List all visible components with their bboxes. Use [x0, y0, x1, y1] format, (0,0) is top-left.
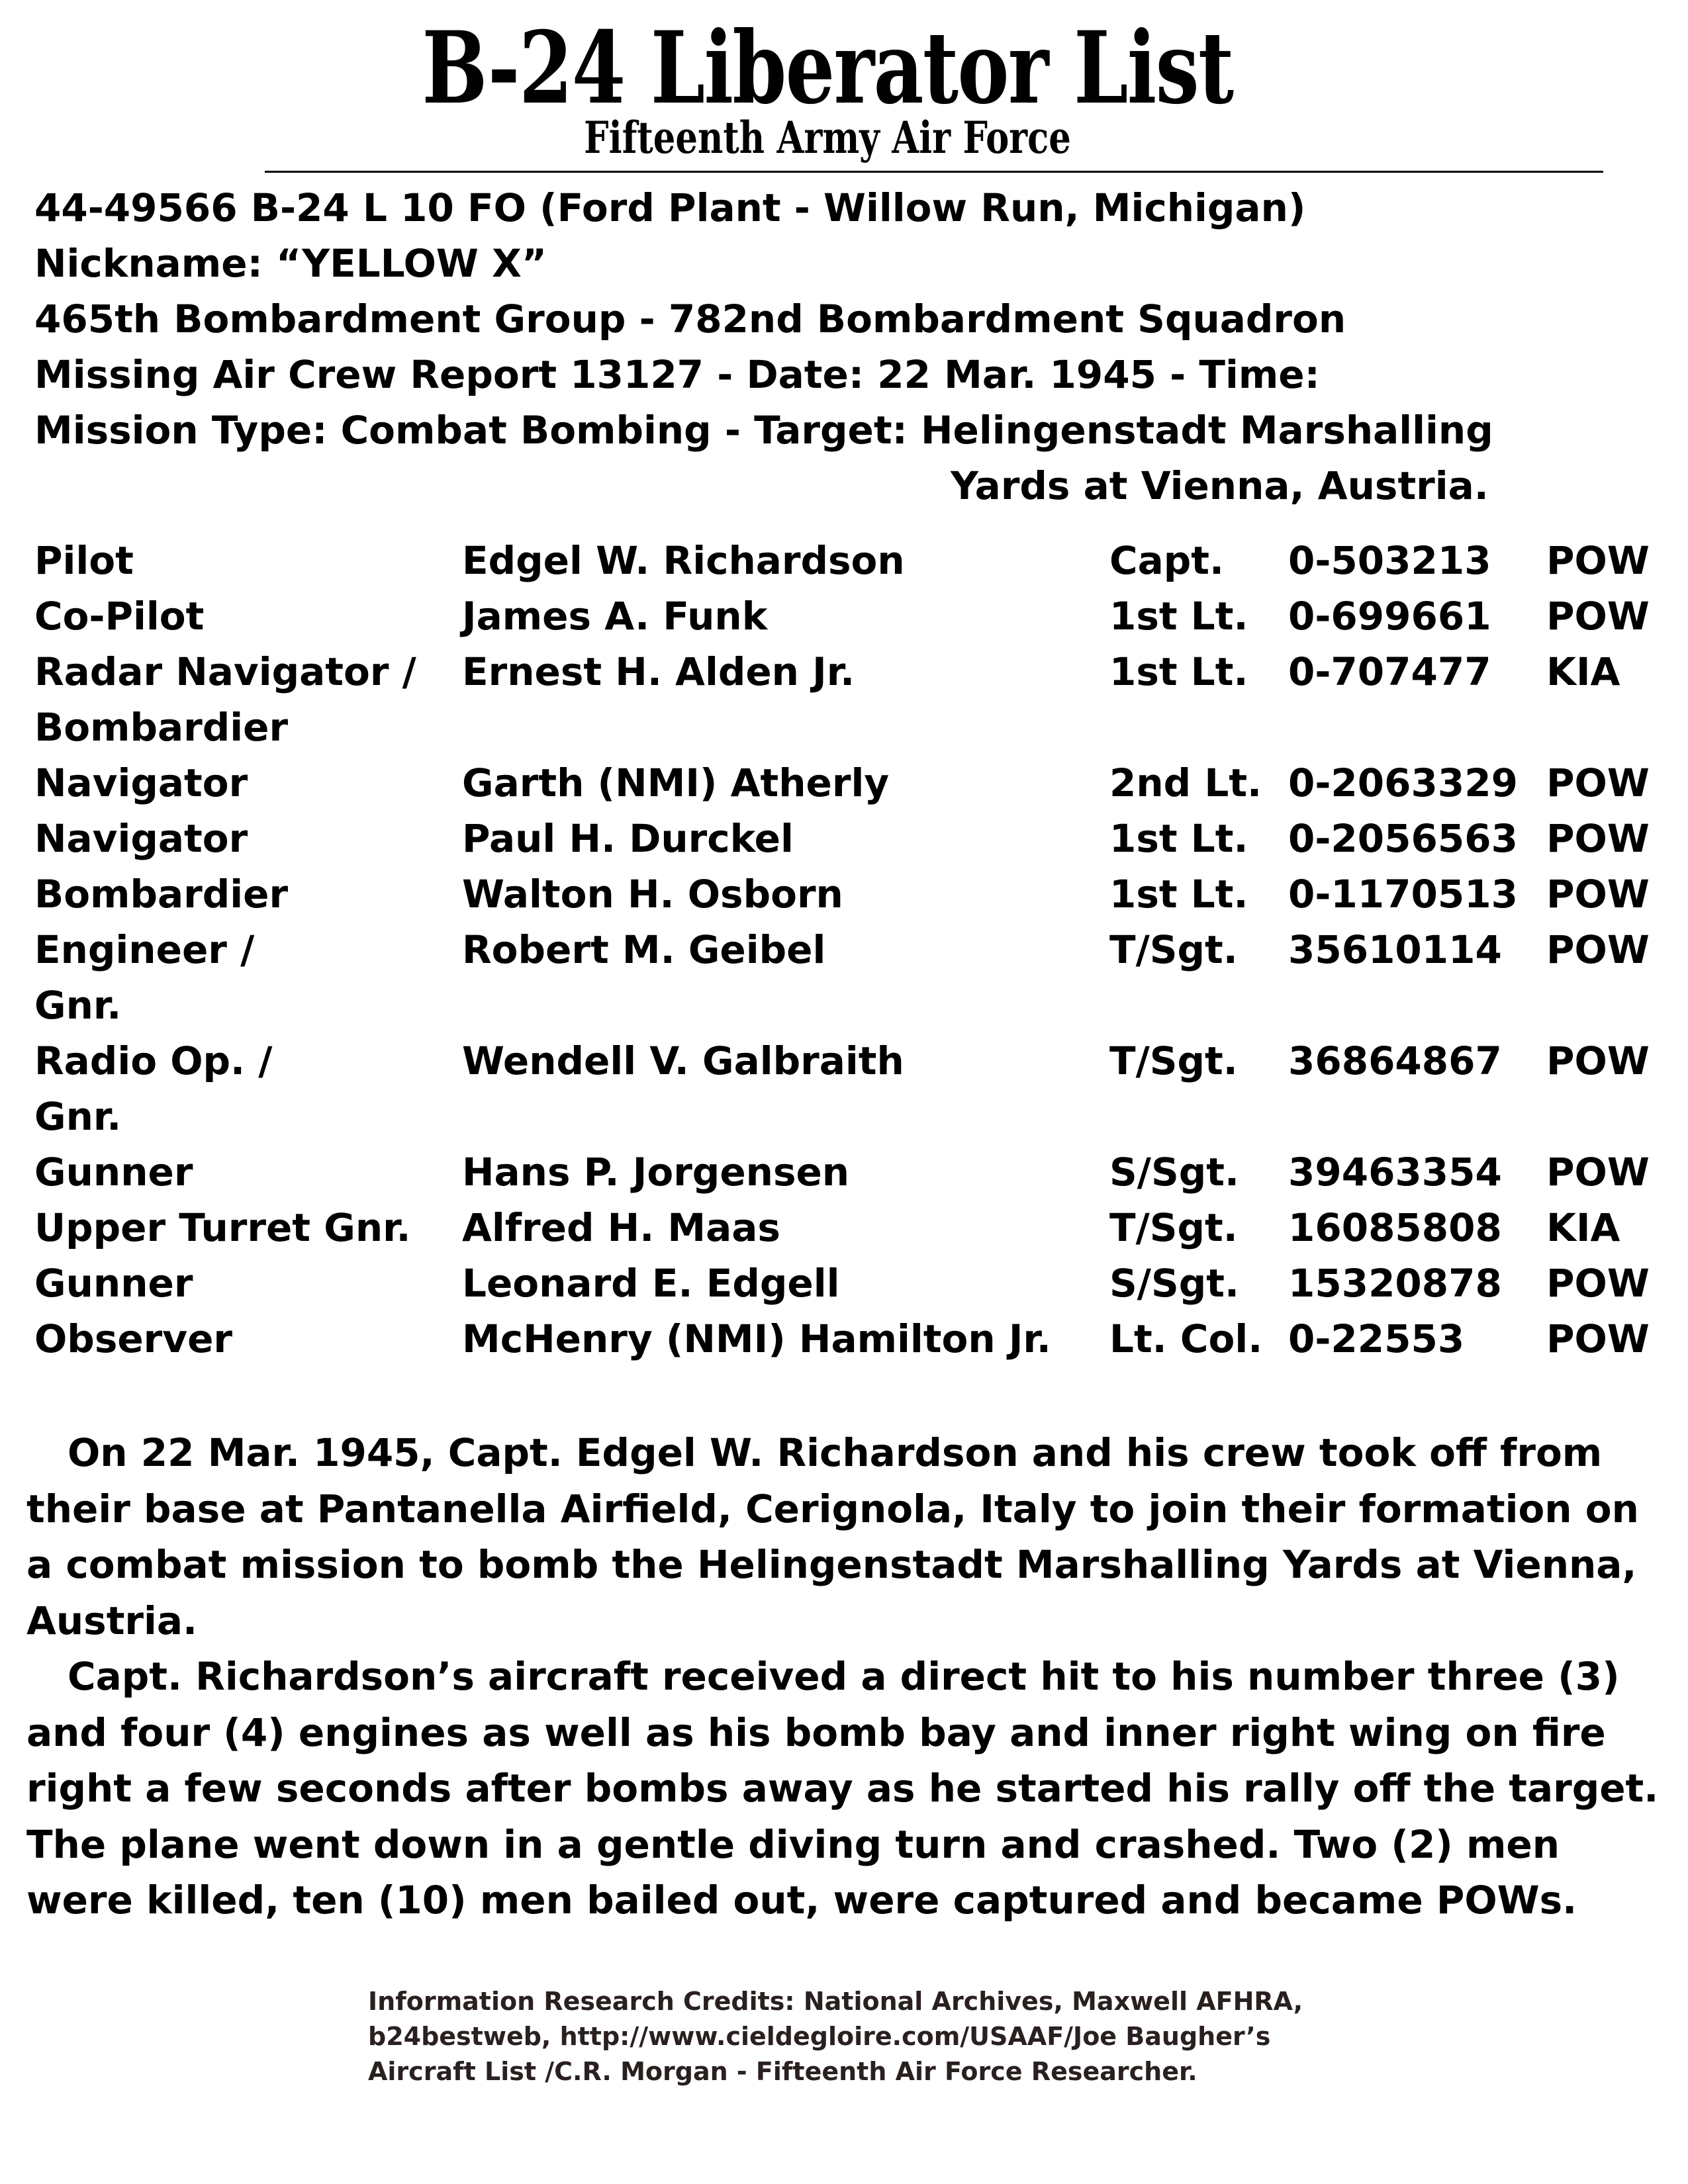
crew-rank: Capt.	[1109, 538, 1224, 583]
crew-rank: T/Sgt.	[1109, 927, 1238, 972]
crew-name: Alfred H. Maas	[462, 1205, 780, 1250]
crew-status: POW	[1546, 1150, 1650, 1195]
crew-position: Navigator	[34, 760, 248, 805]
crew-position: Gunner	[34, 1150, 193, 1195]
crew-serial: 39463354	[1288, 1150, 1502, 1195]
page-subtitle: Fifteenth Army Air Force	[584, 112, 1071, 163]
crew-position: Radio Op. / Gnr.	[34, 1038, 273, 1139]
crew-serial: 0-2056563	[1288, 816, 1518, 861]
crew-name: Paul H. Durckel	[462, 816, 794, 861]
crew-rank: Lt. Col.	[1109, 1316, 1263, 1361]
crew-position: Upper Turret Gnr.	[34, 1205, 411, 1250]
crew-name: McHenry (NMI) Hamilton Jr.	[462, 1316, 1051, 1361]
crew-status: POW	[1546, 816, 1650, 861]
crew-name: Wendell V. Galbraith	[462, 1038, 904, 1083]
crew-rank: 1st Lt.	[1109, 872, 1248, 917]
crew-position: Engineer / Gnr.	[34, 927, 255, 1028]
crew-status: POW	[1546, 538, 1650, 583]
crew-rank: T/Sgt.	[1109, 1038, 1238, 1083]
crew-name: Walton H. Osborn	[462, 872, 843, 917]
credits-line-2: b24bestweb, http://www.cieldegloire.com/USAAF/Joe Baugher’s	[368, 2022, 1271, 2051]
research-credits	[368, 1984, 1361, 2089]
crew-name: James A. Funk	[462, 594, 768, 639]
crew-name: Edgel W. Richardson	[462, 538, 905, 583]
crew-status: KIA	[1546, 649, 1620, 694]
crew-rank: 2nd Lt.	[1109, 760, 1262, 805]
crew-rank: 1st Lt.	[1109, 816, 1248, 861]
crew-status: POW	[1546, 594, 1650, 639]
bomb-group-line: 465th Bombardment Group - 782nd Bombardment Squadron	[34, 296, 1346, 341]
crew-status: POW	[1546, 1316, 1650, 1361]
crew-position: Pilot	[34, 538, 134, 583]
crew-status: POW	[1546, 1261, 1650, 1306]
crew-serial: 0-707477	[1288, 649, 1491, 694]
mission-line: Mission Type: Combat Bombing - Target: Helingenstadt Marshalling	[34, 408, 1493, 453]
credits-line-1: Information Research Credits: National Archives, Maxwell AFHRA,	[368, 1987, 1303, 2016]
crew-serial: 0-22553	[1288, 1316, 1465, 1361]
credits-line-3: Aircraft List /C.R. Morgan - Fifteenth Air Force Researcher.	[368, 2057, 1197, 2086]
crew-serial: 35610114	[1288, 927, 1502, 972]
crew-serial: 16085808	[1288, 1205, 1502, 1250]
crew-serial: 0-503213	[1288, 538, 1491, 583]
mission-line-continued: Yards at Vienna, Austria.	[951, 463, 1489, 508]
aircraft-nickname: Nickname: “YELLOW X”	[34, 241, 547, 286]
narrative	[26, 1425, 1668, 1929]
crew-position: Co-Pilot	[34, 594, 205, 639]
crew-status: POW	[1546, 872, 1650, 917]
crew-status: KIA	[1546, 1205, 1620, 1250]
crew-status: POW	[1546, 927, 1650, 972]
crew-rank: S/Sgt.	[1109, 1261, 1240, 1306]
crew-position: Radar Navigator / Bombardier	[34, 649, 416, 750]
crew-position: Observer	[34, 1316, 233, 1361]
crew-serial: 15320878	[1288, 1261, 1502, 1306]
crew-status: POW	[1546, 760, 1650, 805]
crew-rank: S/Sgt.	[1109, 1150, 1240, 1195]
narrative-paragraph-2: Capt. Richardson’s aircraft received a direct hit to his number three (3) and four (4) engines as well as his bomb bay and inner right wing on fire right a few seconds after bombs away as he started his rally off the target. The plane went down in a gentle diving turn and crashed. Two (2) men were killed, ten (10) men bailed out, were captured and became POWs.	[26, 1654, 1659, 1923]
crew-rank: 1st Lt.	[1109, 649, 1248, 694]
macr-line: Missing Air Crew Report 13127 - Date: 22 Mar. 1945 - Time:	[34, 352, 1320, 397]
narrative-paragraph-1: On 22 Mar. 1945, Capt. Edgel W. Richardson and his crew took off from their base at Pantanella Airfield, Cerignola, Italy to join their formation on a combat mission to bomb the Helingenstadt Marshalling Yards at Vienna, Austria.	[26, 1430, 1639, 1643]
crew-name: Ernest H. Alden Jr.	[462, 649, 855, 694]
crew-name: Hans P. Jorgensen	[462, 1150, 850, 1195]
crew-name: Robert M. Geibel	[462, 927, 826, 972]
title-divider	[265, 171, 1603, 173]
crew-serial: 36864867	[1288, 1038, 1502, 1083]
crew-position: Gunner	[34, 1261, 193, 1306]
crew-status: POW	[1546, 1038, 1650, 1083]
crew-position: Bombardier	[34, 872, 289, 917]
crew-rank: 1st Lt.	[1109, 594, 1248, 639]
page-title: B-24 Liberator List	[422, 10, 1233, 126]
crew-name: Leonard E. Edgell	[462, 1261, 840, 1306]
crew-position: Navigator	[34, 816, 248, 861]
crew-serial: 0-699661	[1288, 594, 1491, 639]
crew-rank: T/Sgt.	[1109, 1205, 1238, 1250]
crew-serial: 0-2063329	[1288, 760, 1518, 805]
crew-serial: 0-1170513	[1288, 872, 1518, 917]
aircraft-serial-line: 44-49566 B-24 L 10 FO (Ford Plant - Willow Run, Michigan)	[34, 185, 1306, 230]
crew-name: Garth (NMI) Atherly	[462, 760, 890, 805]
